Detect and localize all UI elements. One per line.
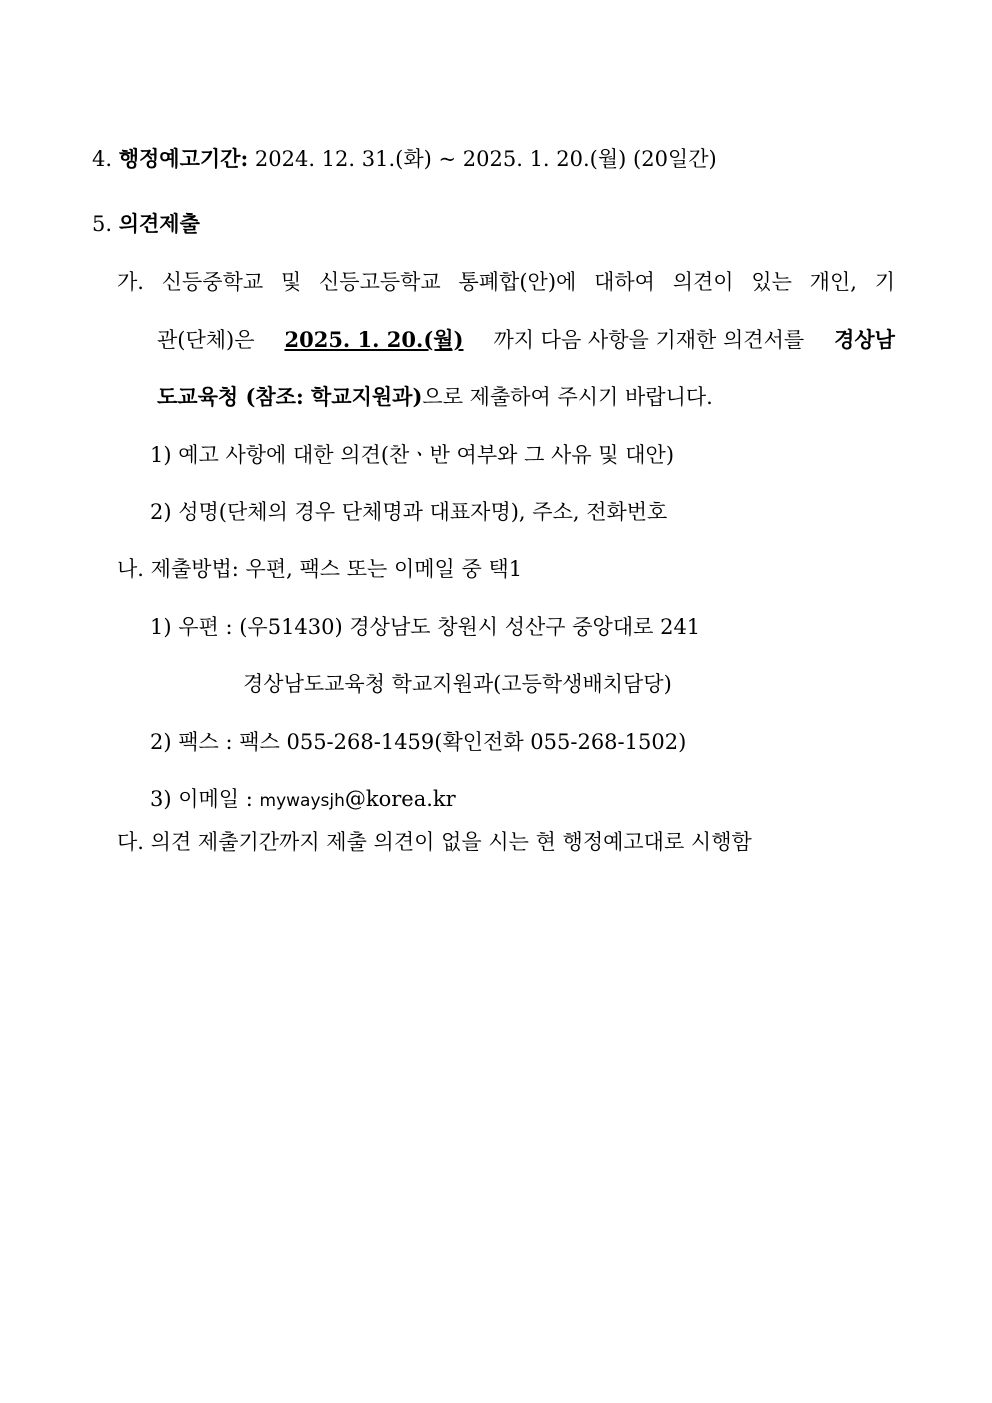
item-da-text: 의견 제출기간까지 제출 의견이 없을 시는 현 행정예고대로 시행함: [150, 830, 752, 854]
item-ga-word: 신등고등학교: [319, 270, 441, 294]
section-5-heading: [92, 209, 200, 239]
item-ga-word: 신등중학교: [161, 270, 264, 294]
item-ga-line-2-parts: [157, 325, 895, 355]
deadline-date: 2025. 1. 20.(월): [284, 327, 464, 352]
item-ga-word: 개인,: [809, 270, 857, 294]
email-line: [150, 784, 456, 814]
item-ga-line-2-pre: 관(단체)은: [157, 328, 255, 352]
email-domain: @korea.kr: [344, 787, 456, 811]
item-ga-word: 있는: [751, 270, 792, 294]
section-4-row: [92, 144, 717, 174]
item-da-marker: 다.: [117, 830, 144, 854]
item-ga-line-3-post: 으로 제출하여 주시기 바랍니다.: [422, 385, 713, 409]
section-4-label: 행정예고기간:: [118, 146, 249, 171]
item-ga-line-2-mid: 까지 다음 사항을 기재한 의견서를: [493, 328, 805, 352]
item-ga-marker: 가.: [117, 270, 144, 294]
section-5-number: 5.: [92, 212, 113, 236]
section-4-number: 4.: [92, 147, 113, 171]
item-ga-word: 및: [280, 270, 302, 294]
item-ga-sub-1: 1) 예고 사항에 대한 의견(찬ㆍ반 여부와 그 사유 및 대안): [150, 443, 675, 467]
item-ga-word: 의견이: [672, 270, 734, 294]
email-user: mywaysjh: [259, 791, 345, 811]
section-4-value: 2024. 12. 31.(화) ~ 2025. 1. 20.(월) (20일간): [254, 147, 717, 171]
item-ga-line-2-bold: 경상남: [834, 327, 895, 352]
section-5-label: 의견제출: [118, 211, 200, 236]
mail-line: 1) 우편 : (우51430) 경상남도 창원시 성산구 중앙대로 241: [150, 615, 701, 639]
email-label: 3) 이메일 :: [150, 787, 260, 811]
item-ga-line-1-words: [117, 267, 895, 297]
item-ga-line-1: [117, 267, 895, 297]
item-ga-word: 통폐합(안)에: [458, 270, 577, 294]
item-na-row: [117, 554, 522, 584]
item-da-row: [117, 827, 752, 857]
item-ga-word: 기: [874, 270, 895, 294]
item-ga-sub-2: 2) 성명(단체의 경우 단체명과 대표자명), 주소, 전화번호: [150, 500, 668, 524]
item-ga-line-3: [157, 382, 713, 412]
item-ga-line-2: [157, 325, 895, 355]
item-na-text: 제출방법: 우편, 팩스 또는 이메일 중 택1: [150, 557, 523, 581]
item-na-marker: 나.: [117, 557, 144, 581]
item-ga-line-3-bold: 도교육청 (참조: 학교지원과): [157, 384, 423, 409]
fax-line: 2) 팩스 : 팩스 055-268-1459(확인전화 055-268-1502): [150, 730, 687, 754]
mail-line-2: 경상남도교육청 학교지원과(고등학생배치담당): [243, 672, 672, 696]
item-ga-word: 대하여: [594, 270, 655, 294]
